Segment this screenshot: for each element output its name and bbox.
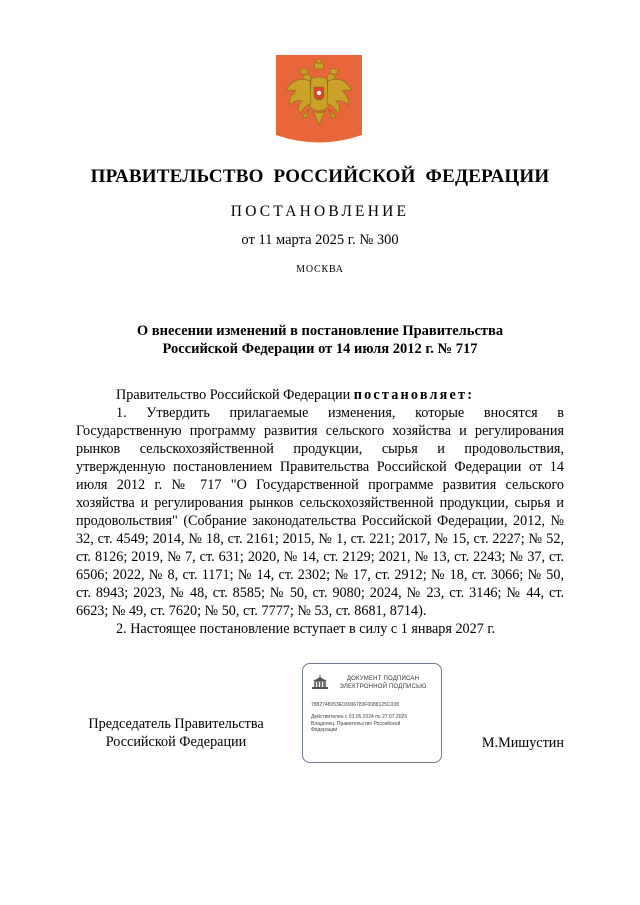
signer-title — [76, 715, 276, 751]
stamp-certificate: 7882748053E03996783F0088125C038 — [311, 702, 399, 708]
document-city: МОСКВА — [296, 264, 344, 275]
document-date-number: от 11 марта 2025 г. № 300 — [241, 232, 399, 248]
stamp-title-line-2: ЭЛЕКТРОННОЙ ПОДПИСЬЮ — [339, 684, 427, 690]
signer-name: М.Мишустин — [481, 735, 564, 751]
signer-title-line-2: Российской Федерации — [105, 734, 247, 750]
document-type: ПОСТАНОВЛЕНИЕ — [230, 203, 410, 220]
document-body — [76, 386, 564, 638]
stamp-validity: Действителен с 03.05.2024 по 27.07.2025 — [311, 714, 408, 720]
clause-1: 1. Утвердить прилагаемые изменения, которые вносятся в Государственную программу развития сельского хозяйства и регулирования рынков сельскохозяйственной продукции, сырья и продовольствия, утвержденную постановлением Правительства Российской Федерации от 14 июля 2012 г. № 717 "О Государственной программе развития сельского хозяйства и регулирования рынков сельскохозяйственной продукции, сырья и продовольствия" (Собрание законодательства Российской Федерации, 2012, № 32, ст. 4549; 2014, № 18, ст. 2161; 2015, № 1, ст. 221; 2017, № 15, ст. 2227; № 52, ст. 8126; 2019, № 7, ст. 631; 2020, № 14, ст. 2129; 2021, № 13, ст. 2243; № 37, ст. 6506; 2022, № 8, ст. 1171; № 14, ст. 2302; № 17, ст. 2912; № 18, ст. 3066; № 50, ст. 8943; 2023, № 48, ст. 8585; № 50, ст. 9080; 2024, № 23, ст. 3146; № 44, ст. 6623; № 49, ст. 7620; № 50, ст. 7777; № 53, ст. 8681, 8714). — [76, 405, 564, 619]
preamble-text: Правительство Российской Федерации — [116, 387, 354, 403]
coat-of-arms-icon — [276, 55, 362, 145]
stamp-title — [329, 675, 437, 691]
clause-2: 2. Настоящее постановление вступает в силу с 1 января 2027 г. — [116, 621, 496, 637]
stamp-owner-line-2: Федерации — [311, 727, 338, 733]
signer-title-line-1: Председатель Правительства — [88, 716, 264, 732]
subject-line-1: О внесении изменений в постановление Правительства — [136, 323, 504, 339]
coat-of-arms-emblem — [276, 55, 362, 145]
government-building-icon — [311, 675, 329, 691]
electronic-signature-stamp — [302, 663, 442, 763]
stamp-title-line-1: ДОКУМЕНТ ПОДПИСАН — [346, 676, 420, 682]
organization-title: ПРАВИТЕЛЬСТВО РОССИЙСКОЙ ФЕДЕРАЦИИ — [90, 166, 550, 187]
stamp-owner-line-1: Владелец: Правительство Российской — [311, 721, 401, 727]
subject-line-2: Российской Федерации от 14 июля 2012 г. № 717 — [162, 341, 478, 357]
preamble-decree-word: постановляет: — [353, 387, 475, 403]
document-subject — [60, 322, 580, 358]
stamp-header — [307, 669, 437, 697]
preamble — [76, 386, 564, 404]
